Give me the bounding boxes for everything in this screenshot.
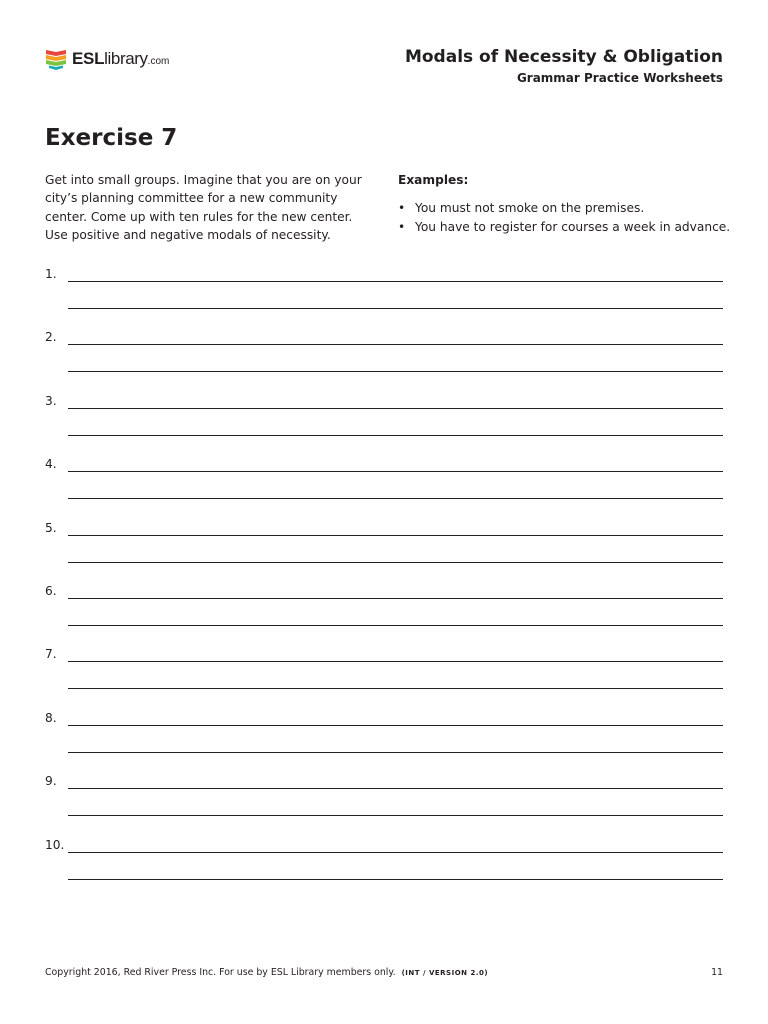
- answer-line[interactable]: [68, 344, 723, 345]
- bullet-icon: •: [398, 201, 406, 215]
- answer-line[interactable]: [68, 752, 723, 753]
- answer-number: 10.: [45, 837, 65, 852]
- answer-line[interactable]: [68, 852, 723, 853]
- answer-line[interactable]: [68, 371, 723, 372]
- answer-line[interactable]: [68, 498, 723, 499]
- bullet-icon: •: [398, 219, 406, 234]
- answer-item-10: [45, 837, 723, 900]
- answer-line[interactable]: [68, 688, 723, 689]
- answer-number: 3.: [45, 393, 57, 408]
- answer-item-6: [45, 583, 723, 646]
- answer-item-2: [45, 329, 723, 392]
- answer-number: 8.: [45, 710, 57, 725]
- answer-line[interactable]: [68, 879, 723, 880]
- answer-line[interactable]: [68, 661, 723, 662]
- book-stack-icon: [44, 46, 68, 72]
- answer-line[interactable]: [68, 408, 723, 409]
- logo-wordmark: ESLlibrary.com: [72, 49, 170, 68]
- answer-item-5: [45, 520, 723, 583]
- answer-line[interactable]: [68, 815, 723, 816]
- answer-number: 9.: [45, 774, 57, 789]
- answer-line[interactable]: [68, 625, 723, 626]
- answer-item-3: [45, 393, 723, 456]
- answer-line[interactable]: [68, 725, 723, 726]
- examples-heading: Examples:: [398, 173, 469, 187]
- answer-line[interactable]: [68, 535, 723, 536]
- examples-list: [398, 199, 731, 236]
- answer-number: 1.: [45, 267, 57, 281]
- answer-line[interactable]: [68, 471, 723, 472]
- answer-number: 2.: [45, 330, 57, 345]
- answer-item-1: [45, 266, 723, 329]
- worksheet-subtitle: Grammar Practice Worksheets: [516, 71, 723, 85]
- answer-item-8: [45, 710, 723, 773]
- page-number: 11: [711, 967, 723, 978]
- exercise-title: Exercise 7: [45, 125, 178, 151]
- answer-line[interactable]: [68, 788, 723, 789]
- esl-library-logo: [44, 44, 169, 74]
- worksheet-title: Modals of Necessity & Obligation: [404, 47, 723, 67]
- answer-line[interactable]: [68, 308, 723, 309]
- examples-box: [398, 171, 731, 236]
- answer-number: 4.: [45, 457, 57, 472]
- answer-item-4: [45, 456, 723, 519]
- example-item: • You have to register for courses a week in advance.: [398, 218, 728, 237]
- answer-line[interactable]: [68, 562, 723, 563]
- answer-item-9: [45, 773, 723, 836]
- answer-line[interactable]: [68, 435, 723, 436]
- answer-lines: [45, 266, 723, 900]
- answer-number: 6.: [45, 583, 57, 598]
- answer-line[interactable]: [68, 281, 723, 282]
- footer-version: (INT / VERSION 2.0): [401, 969, 489, 977]
- answer-item-7: [45, 646, 723, 709]
- footer-copyright: Copyright 2016, Red River Press Inc. For use by ESL Library members only. (INT / VERSION 2.0): [45, 967, 489, 978]
- answer-line[interactable]: [68, 598, 723, 599]
- example-item: • You must not smoke on the premises.: [398, 199, 728, 218]
- exercise-instructions: Get into small groups. Imagine that you are on your city’s planning committee for a new community center. Come up with ten rules for the new center. Use positive and negative modals of necessity.: [45, 173, 362, 243]
- answer-number: 5.: [45, 520, 57, 535]
- answer-number: 7.: [45, 647, 57, 662]
